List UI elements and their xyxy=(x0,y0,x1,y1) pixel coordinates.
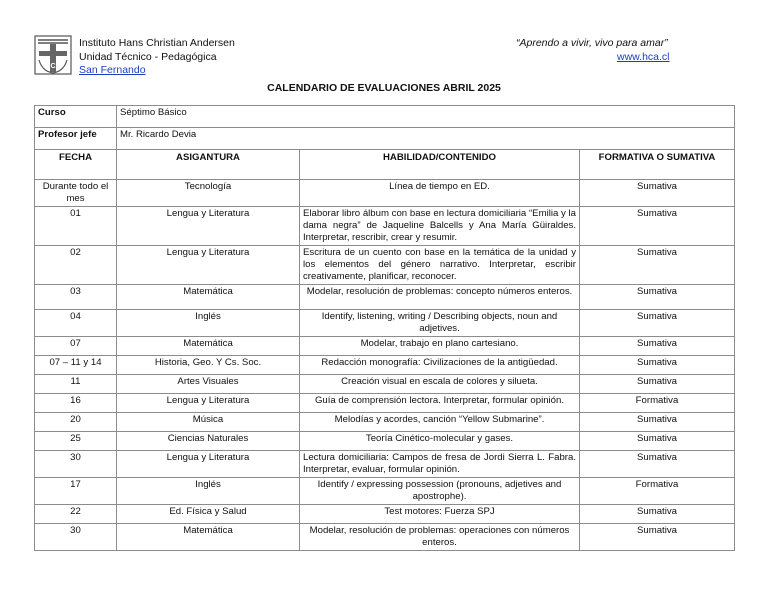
row-date: 16 xyxy=(35,394,117,413)
row-evaluation-type: Sumativa xyxy=(580,505,735,524)
row-content: Lectura domiciliaria: Campos de fresa de Jordi Sierra L. Fabra. Interpretar, evaluar, formular opinión. xyxy=(300,451,580,478)
row-date: 11 xyxy=(35,375,117,394)
row-content: Melodías y acordes, canción “Yellow Submarine”. xyxy=(300,413,580,432)
course-label: Curso xyxy=(35,106,117,128)
table-row xyxy=(35,207,735,246)
row-subject: Lengua y Literatura xyxy=(117,246,300,285)
row-evaluation-type: Sumativa xyxy=(580,375,735,394)
row-date: 30 xyxy=(35,524,117,551)
school-logo xyxy=(34,34,72,76)
row-content: Creación visual en escala de colores y silueta. xyxy=(300,375,580,394)
row-date: 17 xyxy=(35,478,117,505)
row-content: Test motores: Fuerza SPJ xyxy=(300,505,580,524)
row-subject: Lengua y Literatura xyxy=(117,207,300,246)
course-value: Séptimo Básico xyxy=(117,106,735,128)
row-content: Guía de comprensión lectora. Interpretar, formular opinión. xyxy=(300,394,580,413)
table-row xyxy=(35,356,735,375)
row-date: 04 xyxy=(35,310,117,337)
row-subject: Tecnología xyxy=(117,180,300,207)
table-row xyxy=(35,505,735,524)
table-row xyxy=(35,451,735,478)
row-subject: Inglés xyxy=(117,478,300,505)
row-subject: Artes Visuales xyxy=(117,375,300,394)
row-evaluation-type: Formativa xyxy=(580,478,735,505)
teacher-row xyxy=(35,128,735,150)
institution-block xyxy=(79,37,235,78)
row-date: 25 xyxy=(35,432,117,451)
row-evaluation-type: Sumativa xyxy=(580,285,735,310)
row-content: Modelar, trabajo en plano cartesiano. xyxy=(300,337,580,356)
row-evaluation-type: Sumativa xyxy=(580,337,735,356)
row-evaluation-type: Sumativa xyxy=(580,451,735,478)
row-date: 07 xyxy=(35,337,117,356)
row-content: Identify, listening, writing / Describing objects, noun and adjetives. xyxy=(300,310,580,337)
row-content: Elaborar libro álbum con base en lectura domiciliaria “Emilia y la dama negra” de Jaqueline Balcells y Ana María Güiraldes. Interpretar, rescribir, crear y resumir. xyxy=(300,207,580,246)
row-content: Modelar, resolución de problemas: operaciones con números enteros. xyxy=(300,524,580,551)
document-title: CALENDARIO DE EVALUACIONES ABRIL 2025 xyxy=(267,82,501,94)
table-row xyxy=(35,394,735,413)
table-row xyxy=(35,337,735,356)
table-row xyxy=(35,375,735,394)
row-date: 07 – 11 y 14 xyxy=(35,356,117,375)
teacher-label: Profesor jefe xyxy=(35,128,117,150)
row-date: 02 xyxy=(35,246,117,285)
table-row xyxy=(35,478,735,505)
row-subject: Lengua y Literatura xyxy=(117,394,300,413)
table-row xyxy=(35,310,735,337)
course-row xyxy=(35,106,735,128)
table-row xyxy=(35,285,735,310)
row-evaluation-type: Sumativa xyxy=(580,432,735,451)
table-row xyxy=(35,413,735,432)
row-subject: Ciencias Naturales xyxy=(117,432,300,451)
column-header-date: FECHA xyxy=(35,150,117,180)
row-subject: Ed. Física y Salud xyxy=(117,505,300,524)
table-header-row xyxy=(35,150,735,180)
table-row xyxy=(35,246,735,285)
row-evaluation-type: Sumativa xyxy=(580,180,735,207)
evaluation-calendar-table xyxy=(34,105,735,551)
table-row xyxy=(35,432,735,451)
row-date: 03 xyxy=(35,285,117,310)
table-row xyxy=(35,524,735,551)
row-evaluation-type: Sumativa xyxy=(580,207,735,246)
row-content: Escritura de un cuento con base en la temática de la unidad y los elementos del género narrativo. Interpretar, escribir creativamente, planificar, reconocer. xyxy=(300,246,580,285)
row-evaluation-type: Sumativa xyxy=(580,413,735,432)
table-row xyxy=(35,180,735,207)
website-link[interactable]: www.hca.cl xyxy=(617,51,670,63)
row-date: Durante todo el mes xyxy=(35,180,117,207)
svg-text:HCA: HCA xyxy=(45,63,61,70)
city-link[interactable]: San Fernando xyxy=(79,64,146,76)
row-subject: Matemática xyxy=(117,524,300,551)
row-date: 30 xyxy=(35,451,117,478)
column-header-subject: ASIGANTURA xyxy=(117,150,300,180)
school-motto: “Aprendo a vivir, vivo para amar” xyxy=(516,37,668,49)
column-header-content: HABILIDAD/CONTENIDO xyxy=(300,150,580,180)
teacher-value: Mr. Ricardo Devia xyxy=(117,128,735,150)
row-subject: Música xyxy=(117,413,300,432)
row-subject: Inglés xyxy=(117,310,300,337)
row-subject: Historia, Geo. Y Cs. Soc. xyxy=(117,356,300,375)
row-subject: Matemática xyxy=(117,337,300,356)
row-content: Modelar, resolución de problemas: concepto números enteros. xyxy=(300,285,580,310)
row-evaluation-type: Sumativa xyxy=(580,356,735,375)
unit-name: Unidad Técnico - Pedagógica xyxy=(79,50,217,63)
row-evaluation-type: Formativa xyxy=(580,394,735,413)
row-evaluation-type: Sumativa xyxy=(580,310,735,337)
row-content: Línea de tiempo en ED. xyxy=(300,180,580,207)
institution-name: Instituto Hans Christian Andersen xyxy=(79,37,235,49)
row-content: Redacción monografía: Civilizaciones de la antigüedad. xyxy=(300,356,580,375)
row-subject: Lengua y Literatura xyxy=(117,451,300,478)
table-body xyxy=(35,180,735,551)
row-content: Identify / expressing possession (pronouns, adjetives and apostrophe). xyxy=(300,478,580,505)
row-date: 22 xyxy=(35,505,117,524)
row-content: Teoría Cinético-molecular y gases. xyxy=(300,432,580,451)
row-evaluation-type: Sumativa xyxy=(580,246,735,285)
row-evaluation-type: Sumativa xyxy=(580,524,735,551)
row-date: 20 xyxy=(35,413,117,432)
column-header-type: FORMATIVA O SUMATIVA xyxy=(580,150,735,180)
row-subject: Matemática xyxy=(117,285,300,310)
row-date: 01 xyxy=(35,207,117,246)
